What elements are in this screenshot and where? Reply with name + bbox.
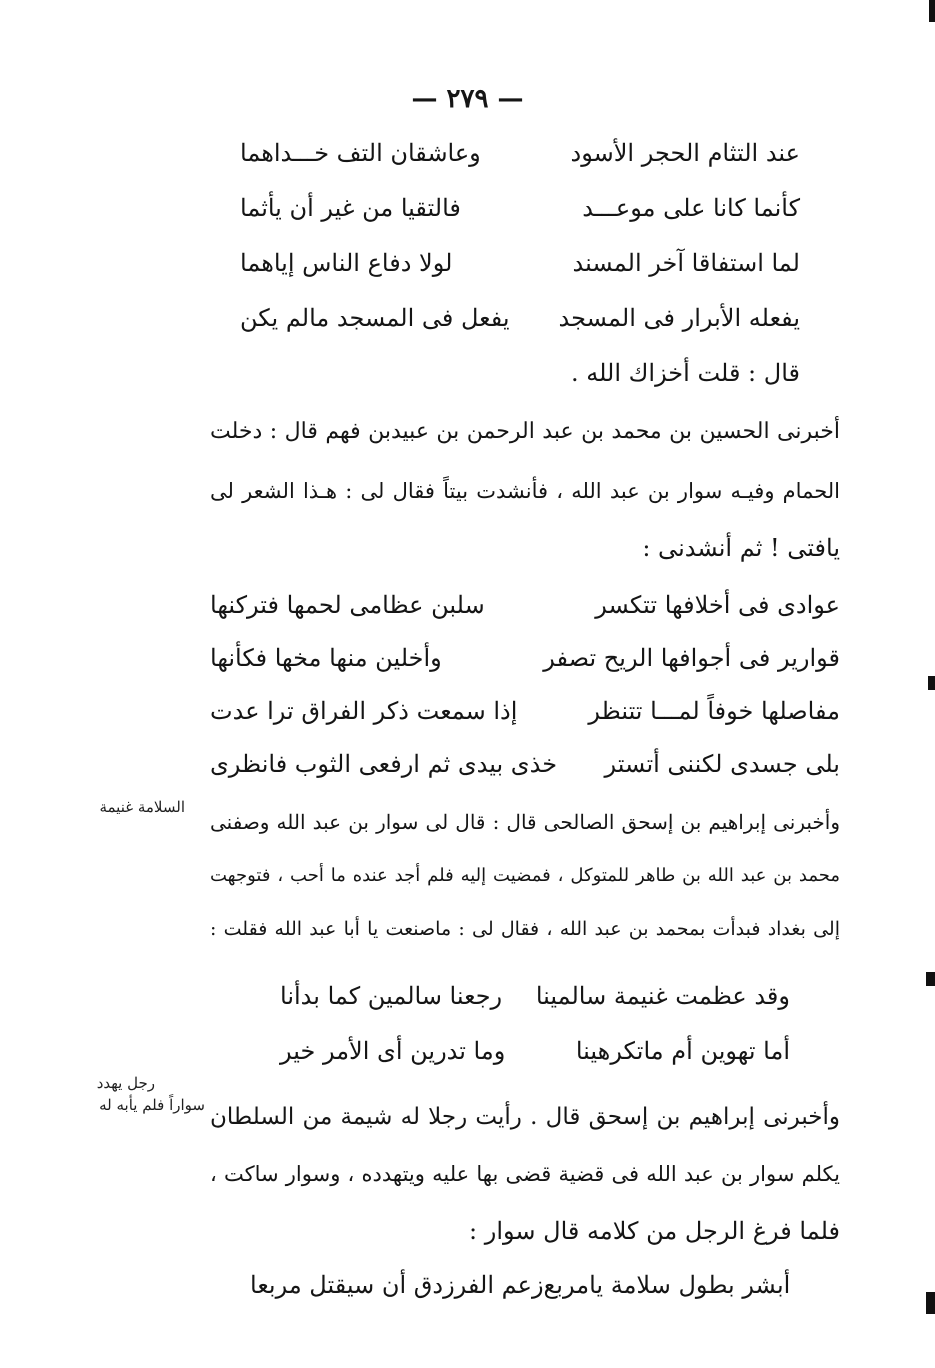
- verse-line: [240, 141, 800, 165]
- verse-left-hemistich: أبشر بطول سلامة يامربع: [543, 1271, 791, 1299]
- verse-right-hemistich: سلبن عظامى لحمها فتركنها: [210, 591, 485, 619]
- verse-right-hemistich: زعم الفرزدق أن سيقتل مربعا: [250, 1271, 544, 1299]
- prose-line: فلما فرغ الرجل من كلامه قال سوار :: [469, 1217, 840, 1245]
- verse-line: [280, 984, 790, 1008]
- verse-right-hemistich: يفعل فى المسجد مالم يكن: [240, 304, 510, 332]
- verse-line: [210, 752, 840, 776]
- verse-line: [210, 646, 840, 670]
- page-number: — ٢٧٩ —: [411, 84, 524, 114]
- verse-right-hemistich: لولا دفاع الناس إياهما: [240, 249, 453, 277]
- verse-left-hemistich: قوارير فى أجوافها الريح تصفر: [543, 644, 840, 672]
- verse-left-hemistich: وقد عظمت غنيمة سالمينا: [535, 982, 790, 1010]
- verse-right-hemistich: خذى بيدى ثم ارفعى الثوب فانظرى: [210, 750, 558, 778]
- verse-right-hemistich: فالتقيا من غير أن يأثما: [240, 194, 461, 222]
- margin-note: رجل يهدد: [96, 1074, 155, 1092]
- scan-edge-mark: [929, 0, 935, 22]
- prose-line: وأخبرنى إبراهيم بن إسحق الصالحى قال : قال لى سوار بن عبد الله وصفنى: [210, 810, 840, 834]
- prose-line: وأخبرنى إبراهيم بن إسحق قال . رأيت رجلا له شيمة من السلطان: [210, 1104, 840, 1130]
- prose-line: أخبرنى الحسين بن محمد بن عبد الرحمن بن عبيدبن فهم قال : دخلت: [210, 419, 840, 444]
- verse-left-hemistich: عند التثام الحجر الأسود: [570, 139, 800, 167]
- scan-edge-mark: [926, 972, 935, 986]
- verse-right-hemistich: وأخلين منها مخها فكأنها: [210, 644, 442, 672]
- scan-edge-mark: [926, 1292, 935, 1314]
- verse-line: [210, 593, 840, 617]
- margin-note: سواراً فلم يأبه له: [99, 1096, 205, 1114]
- verse-left-hemistich: بلى جسدى لكننى أتستر: [604, 750, 840, 778]
- verse-left-hemistich: أما تهوين أم ماتكرهينا: [575, 1037, 790, 1065]
- margin-note: السلامة غنيمة: [99, 798, 185, 816]
- verse-line: [280, 1039, 790, 1063]
- verse-left-hemistich: لما استفاقا آخر المسند: [572, 249, 800, 277]
- prose-line: يافتى ! ثم أنشدنى :: [642, 534, 840, 562]
- prose-line: إلى بغداد فبدأت بمحمد بن عبد الله ، فقال لى : ماصنعت يا أبا عبد الله فقلت :: [210, 918, 840, 940]
- verse-line: [240, 196, 800, 220]
- verse-line: [250, 1273, 790, 1297]
- verse-left-hemistich: كأنما كانا على موعـــد: [582, 194, 800, 222]
- verse-left-hemistich: عوادى فى أخلافها تتكسر: [595, 591, 840, 619]
- verse-right-hemistich: وعاشقان التف خـــداهما: [240, 139, 481, 167]
- verse-left-hemistich: مفاصلها خوفاً لمـــا تتنظر: [588, 697, 840, 725]
- prose-line: الحمام وفيـه سوار بن عبد الله ، فأنشدت بيتاً فقال لى : هـذا الشعر لى: [210, 479, 840, 503]
- prose-line: محمد بن عبد الله بن طاهر للمتوكل ، فمضيت إليه فلم أجد عنده ما أحب ، فتوجهت: [210, 865, 840, 886]
- prose-line: قال : قلت أخزاك الله .: [570, 359, 800, 387]
- scan-edge-mark: [928, 676, 935, 690]
- verse-right-hemistich: وما تدرين أى الأمر خير: [280, 1037, 506, 1065]
- verse-line: [210, 699, 840, 723]
- prose-line: يكلم سوار بن عبد الله فى قضية قضى بها عليه ويتهدده ، وسوار ساكت ،: [210, 1162, 840, 1186]
- verse-line: [240, 306, 800, 330]
- verse-right-hemistich: إذا سمعت ذكر الفراق ترا عدت: [210, 697, 518, 725]
- verse-line: [240, 251, 800, 275]
- verse-right-hemistich: رجعنا سالمين كما بدأنا: [280, 982, 503, 1010]
- verse-left-hemistich: يفعله الأبرار فى المسجد: [558, 304, 800, 332]
